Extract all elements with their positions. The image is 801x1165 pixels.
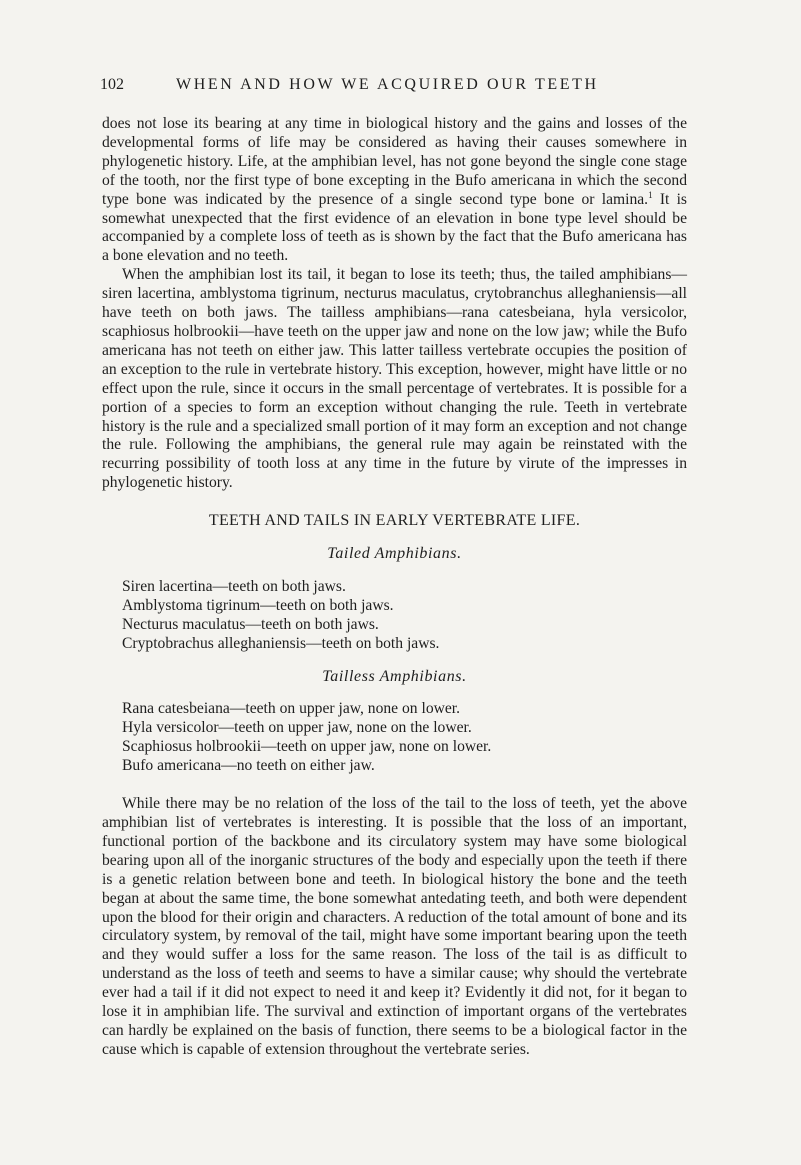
- list-item: Cryptobrachus alleghaniensis—teeth on both jaws.: [122, 634, 440, 652]
- spacer: [102, 776, 687, 795]
- paragraph-1-text: does not lose its bearing at any time in biological history and the gains and losses of the developmental forms of life may be considered as having their causes somewhere in phylogenetic history. Life, at the amphibian level, has not gone beyond the single cone stage of the tooth, nor the first type of bone excepting in the Bufo americana in which the second type bone was indicated by the presence of a single second type bone or lamina.: [102, 115, 687, 208]
- page-number: 102: [100, 76, 124, 93]
- paragraph-1: [102, 115, 687, 266]
- tailless-amphibians-subheading: Tailless Amphibians.: [322, 667, 467, 685]
- list-item: Amblystoma tigrinum—teeth on both jaws.: [122, 596, 394, 614]
- paragraph-2: When the amphibian lost its tail, it began to lose its teeth; thus, the tailed amphibians—siren lacertina, amblystoma tigrinum, necturus maculatus, crytobranchus alleghaniensis—all have teeth on both jaws. The tailless amphibians—rana catesbeiana, hyla versicolor, scaphiosus holbrookii—have teeth on the upper jaw and none on the low jaw; while the Bufo americana has not teeth on either jaw. This latter tailless vertebrate occupies the position of an exception to the rule in vertebrate history. This exception, however, might have little or no effect upon the rule, since it occurs in the small percentage of vertebrates. It is possible for a portion of a species to form an exception without changing the rule. Teeth in vertebrate history is the rule and a specialized small portion of it may form an exception and not change the rule. Following the amphibians, the general rule may again be reinstated with the recurring possibility of tooth loss at any time in the future by virute of the impresses in phylogenetic history.: [102, 266, 687, 492]
- running-head: [100, 76, 700, 94]
- closing-paragraph: While there may be no relation of the loss of the tail to the loss of teeth, yet the above amphibian list of vertebrates is interesting. It is possible that the loss of an important, functional portion of the backbone and its circulatory system may have some biological bearing upon all of the inorganic structures of the body and especially upon the teeth if there is a genetic relation between bone and teeth. In biological history the bone and the teeth began at about the same time, the bone somewhat antedating teeth, and both were dependent upon the blood for their origin and characters. A reduction of the total amount of bone and its circulatory system, by removal of the tail, might have some important bearing upon the teeth and they would suffer a loss for the same reason. The loss of the tail is as difficult to understand as the loss of teeth and seems to have a similar cause; why should the vertebrate ever had a tail if it did not expect to need it and keep it? Evidently it did not, for it began to lose it in amphibian life. The survival and extinction of important organs of the vertebrates can hardly be explained on the basis of function, there seems to be a biological factor in the cause which is capable of extension throughout the vertebrate series.: [102, 795, 687, 1058]
- list-item: Necturus maculatus—teeth on both jaws.: [122, 615, 379, 633]
- list-item: Scaphiosus holbrookii—teeth on upper jaw, none on lower.: [122, 738, 492, 756]
- footnote-marker: 1: [648, 189, 653, 200]
- section-heading: TEETH AND TAILS IN EARLY VERTEBRATE LIFE.: [208, 512, 581, 530]
- tailed-amphibians-list: [122, 578, 687, 654]
- page-body: [102, 115, 687, 1060]
- list-item: Hyla versicolor—teeth on upper jaw, none on the lower.: [122, 719, 472, 737]
- running-title: WHEN AND HOW WE ACQUIRED OUR TEETH: [176, 76, 599, 93]
- paragraph-1-continuation: It is somewhat unexpected that the first evidence of an elevation in bone type level should be accompanied by a complete loss of teeth as is shown by the fact that the Bufo americana has a bone elevation and no teeth.: [102, 190, 687, 265]
- tailed-amphibians-subheading: Tailed Amphibians.: [327, 545, 462, 563]
- list-item: Bufo americana—no teeth on either jaw.: [122, 757, 375, 775]
- list-item: Siren lacertina—teeth on both jaws.: [122, 577, 346, 595]
- tailless-amphibians-list: [122, 700, 687, 776]
- list-item: Rana catesbeiana—teeth on upper jaw, none on lower.: [122, 700, 461, 718]
